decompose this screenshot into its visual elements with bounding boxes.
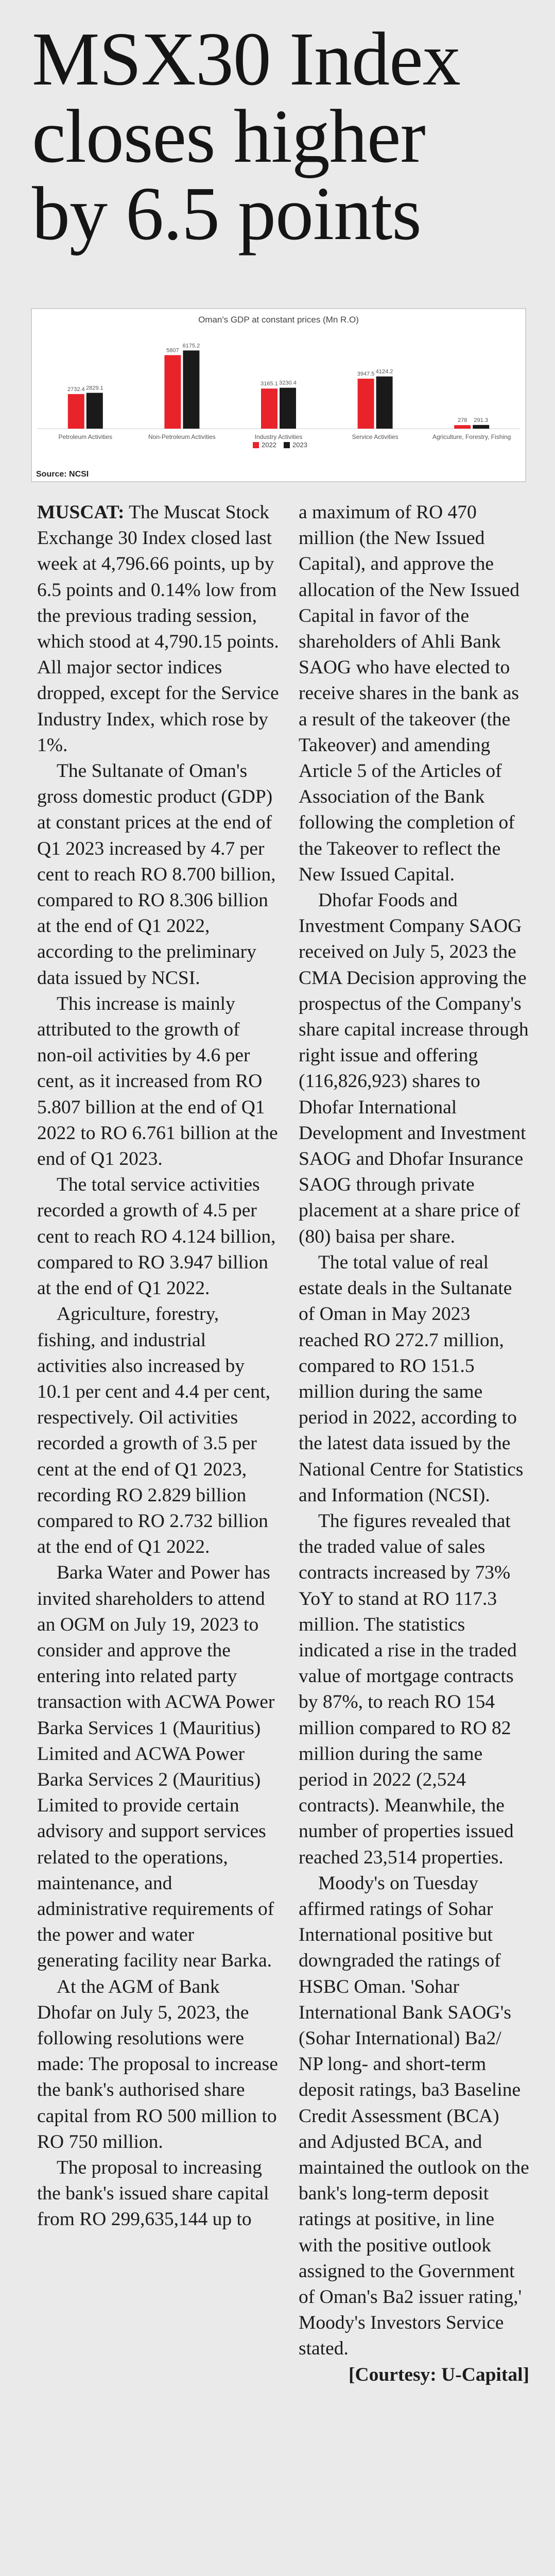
article-paragraph: [37, 500, 279, 758]
article-paragraph: The total value of real estate deals in the Sultanate of Oman in May 2023 reached RO 272.7 million, compared to RO 151.5 million during the same period in 2022, according to the latest data issued by the National Centre for Statistics and Information (NCSI).: [299, 1251, 524, 1506]
gdp-bar-chart: [32, 309, 525, 481]
article-paragraph: The Sultanate of Oman's gross domestic product (GDP) at constant prices at the end of Q1 2023 increased by 4.7 per cent to reach RO 8.700 billion, compared to RO 8.306 billion at the end of Q1 2022, according to the preliminary data issued by NCSI.: [37, 760, 276, 989]
article-paragraph: a maximum of RO 470 million (the New Issued Capital), and approve the allocation of the New Issued Capital in favor of the shareholders of Ahli Bank SAOG who have elected to receive shares in the bank as a result of the takeover (the Takeover) and amending Article 5 of the Articles of Association of the Bank following the completion of the Takeover to reflect the New Issued Capital.: [299, 502, 520, 885]
paragraph-text: The Muscat Stock Exchange 30 Index closed last week at 4,796.66 points, up by 6.5 points and 0.14% low from the previous trading session, which stood at 4,790.15 points. All major sector indices dropped, except for the Service Industry Index, which rose by 1%.: [37, 502, 279, 756]
bar-2023: [280, 388, 296, 429]
data-label: 3230.4: [279, 380, 297, 386]
bar-2023: [473, 425, 489, 429]
category-label: Industry Activities: [254, 433, 303, 440]
legend-swatch-2022: [253, 442, 259, 448]
data-label: 6175.2: [182, 343, 200, 349]
article-paragraph: The proposal to increasing the bank's issued share capital from RO 299,635,144 up to: [37, 2157, 269, 2230]
data-label: 3947.5: [357, 371, 375, 378]
courtesy-credit: [Courtesy: U-Capital]: [349, 2364, 529, 2385]
headline: [32, 17, 526, 256]
headline-line-2: closes higher: [32, 94, 425, 179]
chart-title: Oman's GDP at constant prices (Mn R.O): [198, 315, 359, 325]
article-column-left: [37, 500, 279, 2233]
bar-2022: [68, 394, 84, 429]
category-label: Petroleum Activities: [58, 433, 113, 440]
bar-2022: [164, 355, 181, 429]
dateline: MUSCAT:: [37, 502, 125, 523]
bar-2023: [183, 350, 199, 429]
chart-source: Source: NCSI: [36, 470, 89, 479]
bar-2022: [454, 425, 471, 429]
legend-swatch-2023: [284, 442, 290, 448]
article-paragraph: Moody's on Tuesday affirmed ratings of Sohar International positive but downgraded the ratings of HSBC Oman. 'Sohar International Bank SAOG's (Sohar International) Ba2/ NP long- and short-term deposit ratings, ba3 Baseline Credit Assessment (BCA) and Adjusted BCA, and maintained the outlook on the bank's long-term deposit ratings at positive, in line with the positive outlook assigned to the Government of Oman's Ba2 issuer rating,' Moody's Investors Service stated.: [299, 1872, 529, 2360]
data-label: 5807: [166, 347, 179, 354]
article-column-right: [299, 500, 529, 2388]
article-paragraph: The figures revealed that the traded value of sales contracts increased by 73% YoY to stand at RO 117.3 million. The statistics indicated a rise in the traded value of mortgage contracts by 87%, to reach RO 154 million compared to RO 82 million during the same period in 2022 (2,524 contracts). Meanwhile, the number of properties issued reached 23,514 properties.: [299, 1510, 517, 1868]
bar-2022: [358, 379, 374, 429]
category-label: Service Activities: [352, 433, 398, 440]
legend-label: 2023: [292, 441, 307, 449]
article-paragraph: Barka Water and Power has invited shareholders to attend an OGM on July 19, 2023 to consider and approve the entering into related party transaction with ACWA Power Barka Services 1 (Mauritius) Limited and ACWA Power Barka Services 2 (Mauritius) Limited to provide certain advisory and support services related to the operations, maintenance, and administrative requirements of the power and water generating facility near Barka.: [37, 1562, 275, 1972]
data-label: 3165.1: [261, 381, 278, 387]
data-label: 4124.2: [375, 368, 393, 375]
data-label: 2829.1: [85, 385, 103, 392]
article-paragraph: The total service activities recorded a growth of 4.5 per cent to reach RO 4.124 billion, compared to RO 3.947 billion at the end of Q1 2022.: [37, 1174, 276, 1299]
bar-2022: [261, 388, 278, 429]
data-label: 2732.4: [67, 386, 85, 393]
headline-line-1: MSX30 Index: [32, 17, 460, 101]
data-label: 278: [458, 417, 467, 424]
article-paragraph: Agriculture, forestry, fishing, and industrial activities also increased by 10.1 per cent and 4.4 per cent, respectively. Oil activities recorded a growth of 3.5 per cent at the end of Q1 2023, recording RO 2.829 billion compared to RO 2.732 billion at the end of Q1 2022.: [37, 1303, 270, 1558]
bar-2023: [86, 393, 103, 429]
headline-line-3: by 6.5 points: [32, 172, 421, 256]
article-paragraph: Dhofar Foods and Investment Company SAOG received on July 5, 2023 the CMA Decision approving the prospectus of the Company's share capital increase through right issue and offering (116,826,923) shares to Dhofar International Development and Investment SAOG and Dhofar Insurance SAOG through private placement at a share price of (80) baisa per share.: [299, 890, 529, 1247]
article-paragraph: At the AGM of Bank Dhofar on July 5, 2023, the following resolutions were made: The proposal to increase the bank's authorised share capital from RO 500 million to RO 750 million.: [37, 1976, 278, 2153]
category-label: Agriculture, Forestry, Fishing: [432, 433, 511, 440]
bar-2023: [376, 377, 393, 429]
category-label: Non-Petroleum Activities: [148, 433, 216, 440]
article-paragraph: This increase is mainly attributed to the growth of non-oil activities by 4.6 per cent, as it increased from RO 5.807 billion at the end of Q1 2022 to RO 6.761 billion at the end of Q1 2023.: [37, 993, 278, 1170]
data-label: 291.3: [474, 417, 488, 423]
legend-label: 2022: [262, 441, 276, 449]
gdp-chart-figure: [31, 308, 526, 482]
